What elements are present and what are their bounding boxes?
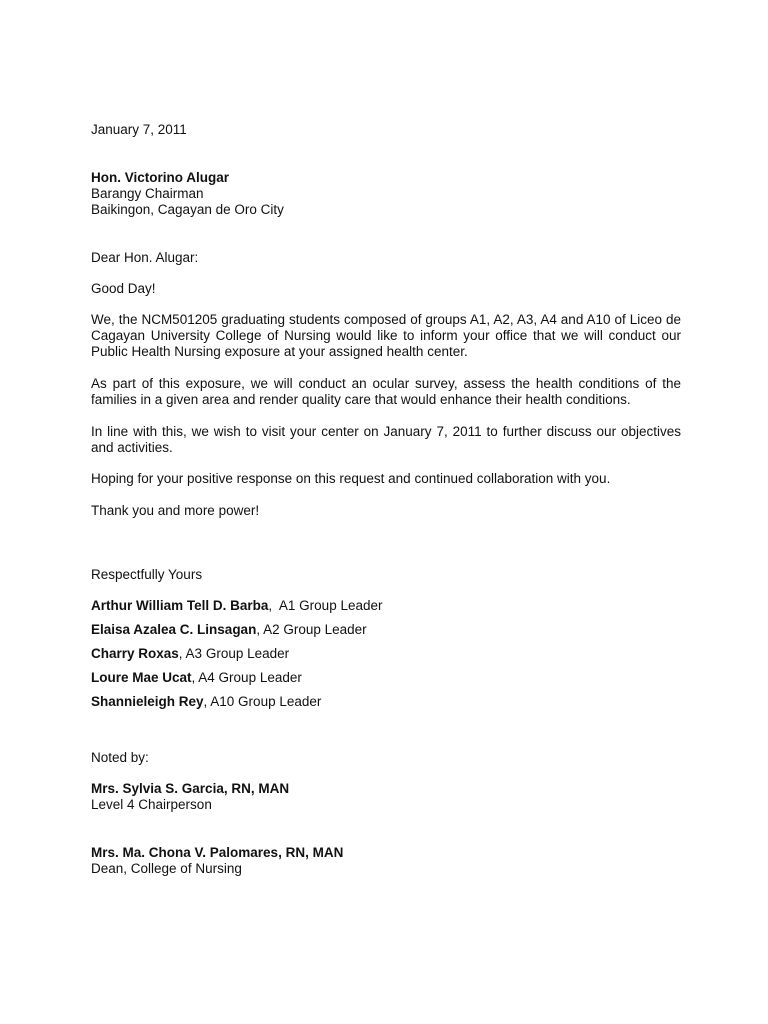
greeting: Good Day! bbox=[91, 281, 156, 296]
noter-name: Mrs. Sylvia S. Garcia, RN, MAN bbox=[91, 781, 290, 796]
body-paragraph-4: Hoping for your positive response on this request and continued collaboration with you. bbox=[91, 471, 611, 486]
noted-by-label: Noted by: bbox=[91, 750, 149, 765]
recipient-title: Barangy Chairman bbox=[91, 186, 204, 201]
signer-role: , A3 Group Leader bbox=[178, 646, 290, 661]
signer-name: Arthur William Tell D. Barba bbox=[91, 598, 269, 613]
signer-role: , A1 Group Leader bbox=[268, 598, 383, 613]
signer-line bbox=[91, 646, 289, 662]
signer-name: Shannieleigh Rey bbox=[91, 694, 204, 709]
recipient-name: Hon. Victorino Alugar bbox=[91, 170, 230, 185]
body-paragraph-2: As part of this exposure, we will conduct an ocular survey, assess the health conditions of the families in a given area and render quality care that would enhance their health conditions. bbox=[91, 376, 681, 407]
signer-role: , A4 Group Leader bbox=[191, 670, 302, 685]
body-paragraph-3: In line with this, we wish to visit your center on January 7, 2011 to further discuss our objectives and activities. bbox=[91, 424, 681, 455]
signer-line bbox=[91, 694, 321, 710]
signer-line bbox=[91, 598, 382, 614]
noter-name: Mrs. Ma. Chona V. Palomares, RN, MAN bbox=[91, 845, 344, 860]
signer-name: Loure Mae Ucat bbox=[91, 670, 192, 685]
body-paragraph-1: We, the NCM501205 graduating students composed of groups A1, A2, A3, A4 and A10 of Liceo de Cagayan University College of Nursing would like to inform your office that we will conduct our Public Health Nursing exposure at your assigned health center. bbox=[91, 312, 681, 359]
salutation: Dear Hon. Alugar: bbox=[91, 250, 199, 265]
body-paragraph-5: Thank you and more power! bbox=[91, 503, 260, 518]
closing: Respectfully Yours bbox=[91, 567, 203, 582]
signer-name: Charry Roxas bbox=[91, 646, 179, 661]
noter-title: Dean, College of Nursing bbox=[91, 861, 242, 876]
signer-name: Elaisa Azalea C. Linsagan bbox=[91, 622, 257, 637]
signer-line bbox=[91, 622, 367, 638]
signer-role: , A10 Group Leader bbox=[203, 694, 322, 709]
signer-line bbox=[91, 670, 302, 686]
signer-role: , A2 Group Leader bbox=[256, 622, 367, 637]
noter-title: Level 4 Chairperson bbox=[91, 797, 212, 812]
letter-date: January 7, 2011 bbox=[91, 122, 187, 137]
recipient-address: Baikingon, Cagayan de Oro City bbox=[91, 202, 284, 217]
